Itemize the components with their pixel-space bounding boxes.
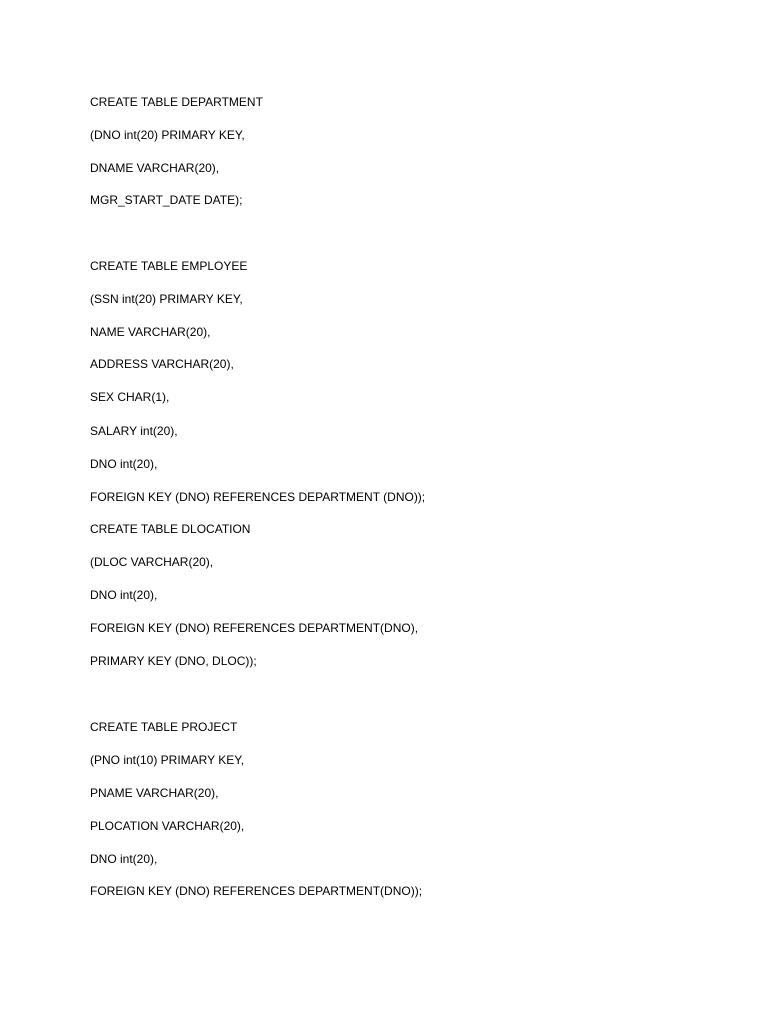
sql-line: SALARY int(20), xyxy=(90,424,178,438)
sql-line: FOREIGN KEY (DNO) REFERENCES DEPARTMENT(DNO)); xyxy=(90,884,423,898)
sql-line: PLOCATION VARCHAR(20), xyxy=(90,819,245,833)
sql-line: FOREIGN KEY (DNO) REFERENCES DEPARTMENT (DNO)); xyxy=(90,490,426,504)
sql-line: SEX CHAR(1), xyxy=(90,390,170,404)
sql-line: CREATE TABLE EMPLOYEE xyxy=(90,259,248,273)
sql-line: DNO int(20), xyxy=(90,852,158,866)
sql-line: PNAME VARCHAR(20), xyxy=(90,786,219,800)
sql-line: DNO int(20), xyxy=(90,588,158,602)
sql-line: FOREIGN KEY (DNO) REFERENCES DEPARTMENT(DNO), xyxy=(90,621,419,635)
sql-line: NAME VARCHAR(20), xyxy=(90,325,211,339)
sql-line: CREATE TABLE DLOCATION xyxy=(90,522,251,536)
sql-line: (DNO int(20) PRIMARY KEY, xyxy=(90,128,245,142)
sql-line: CREATE TABLE DEPARTMENT xyxy=(90,95,263,109)
sql-line: MGR_START_DATE DATE); xyxy=(90,193,243,207)
sql-line: (PNO int(10) PRIMARY KEY, xyxy=(90,753,245,767)
sql-line: PRIMARY KEY (DNO, DLOC)); xyxy=(90,654,257,668)
sql-line: (DLOC VARCHAR(20), xyxy=(90,555,214,569)
sql-line: ADDRESS VARCHAR(20), xyxy=(90,357,234,371)
sql-line: DNO int(20), xyxy=(90,457,158,471)
sql-line: (SSN int(20) PRIMARY KEY, xyxy=(90,292,243,306)
sql-line: DNAME VARCHAR(20), xyxy=(90,161,220,175)
sql-line: CREATE TABLE PROJECT xyxy=(90,720,238,734)
